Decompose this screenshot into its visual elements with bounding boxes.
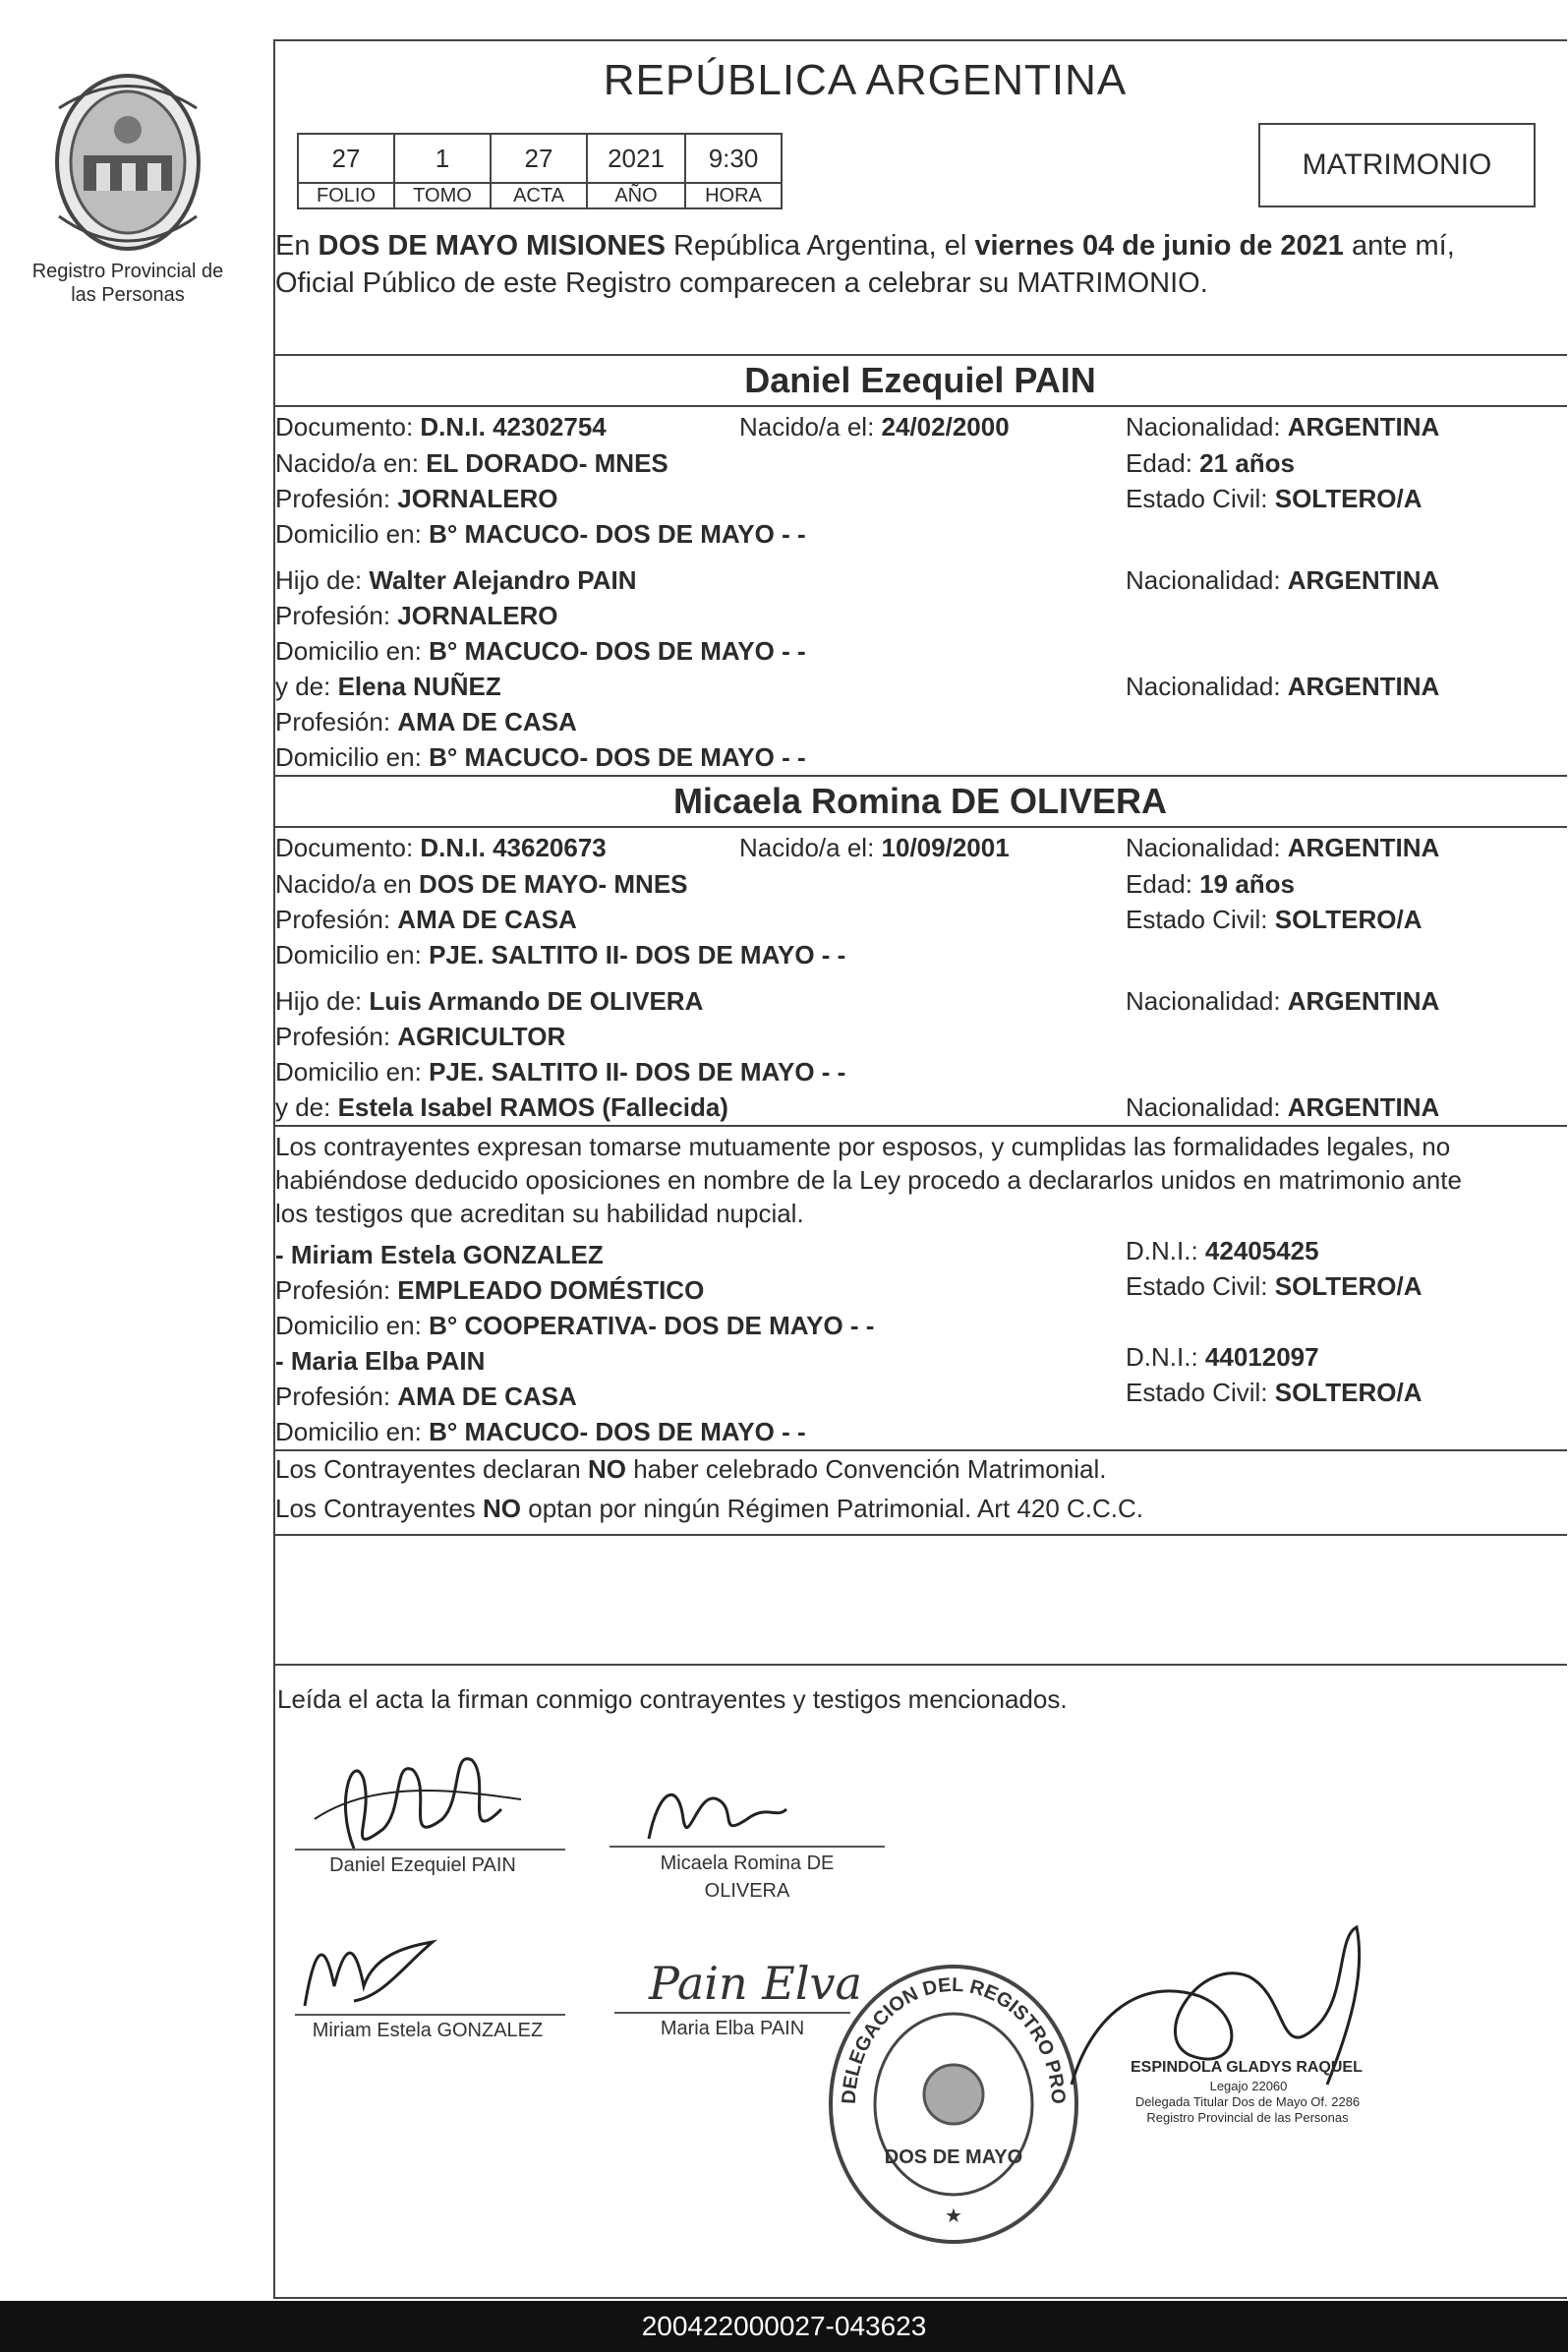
spouse1-nacido-en: Nacido/a en: EL DORADO- MNES	[275, 448, 668, 478]
spouse2-nacido-en: Nacido/a en DOS DE MAYO- MNES	[275, 869, 688, 899]
spouse1-edad: Edad: 21 años	[1126, 448, 1295, 478]
divider	[273, 354, 1567, 356]
hora-value: 9:30	[684, 133, 783, 184]
witness1-dni: D.N.I.: 42405425	[1126, 1236, 1319, 1265]
registry-stamp	[816, 1957, 1091, 2252]
signature-label-miriam: Miriam Estela GONZALEZ	[312, 2020, 544, 2041]
spouse2-madre: y de: Estela Isabel RAMOS (Fallecida)	[275, 1092, 728, 1122]
spouse1-profesion: Profesión: JORNALERO	[275, 484, 558, 513]
spouse1-padre-domicilio: Domicilio en: B° MACUCO- DOS DE MAYO - -	[275, 636, 806, 666]
official-role: Delegada Titular Dos de Mayo Of. 2286	[1134, 2094, 1361, 2109]
spouse2-madre-nacionalidad: Nacionalidad: ARGENTINA	[1126, 1092, 1440, 1122]
frame-bottom-line	[273, 2297, 1567, 2299]
divider	[273, 1449, 1567, 1451]
svg-text:DOS DE MAYO: DOS DE MAYO	[884, 2146, 1023, 2168]
spouse1-estado-civil: Estado Civil: SOLTERO/A	[1126, 484, 1423, 513]
signature-line	[614, 2012, 850, 2014]
spouse2-padre-profesion: Profesión: AGRICULTOR	[275, 1022, 566, 1051]
spouse2-name: Micaela Romina DE OLIVERA	[672, 781, 1168, 821]
intro-line-2: Oficial Público de este Registro comparecen a celebrar su MATRIMONIO.	[275, 267, 1208, 299]
witness2-name: - Maria Elba PAIN	[275, 1346, 486, 1376]
spouse1-madre-profesion: Profesión: AMA DE CASA	[275, 707, 577, 736]
divider	[273, 1664, 1567, 1666]
divider	[273, 826, 1567, 828]
spouse2-estado-civil: Estado Civil: SOLTERO/A	[1126, 905, 1423, 934]
witness2-estado-civil: Estado Civil: SOLTERO/A	[1126, 1378, 1423, 1407]
declaration-line-1: Los contrayentes expresan tomarse mutuamente por esposos, y cumplidas las formalidades legales, no	[275, 1132, 1451, 1161]
signature-line	[610, 1846, 885, 1848]
registry-name: Registro Provincial de las Personas	[31, 261, 224, 306]
witness1-name: - Miriam Estela GONZALEZ	[275, 1240, 604, 1269]
country-title: REPÚBLICA ARGENTINA	[603, 56, 1128, 104]
spouse2-padre-nacionalidad: Nacionalidad: ARGENTINA	[1126, 986, 1440, 1016]
divider	[273, 1125, 1567, 1127]
spouse2-domicilio: Domicilio en: PJE. SALTITO II- DOS DE MAYO - -	[275, 940, 846, 970]
spouse1-madre-nacionalidad: Nacionalidad: ARGENTINA	[1126, 672, 1440, 701]
spouse2-documento: Documento: D.N.I. 43620673	[275, 833, 607, 862]
spouse1-padre-nacionalidad: Nacionalidad: ARGENTINA	[1126, 565, 1440, 595]
anio-value: 2021	[586, 133, 686, 184]
declaration-line-2: habiéndose deducido oposiciones en nombre de la Ley procedo a declararlos unidos en matrimonio ante	[275, 1165, 1462, 1195]
acta-label: ACTA	[490, 182, 588, 209]
spouse1-madre-domicilio: Domicilio en: B° MACUCO- DOS DE MAYO - -	[275, 742, 806, 772]
spouse2-edad: Edad: 19 años	[1126, 869, 1295, 899]
tomo-value: 1	[393, 133, 492, 184]
signature-handwritten-maria: Pain Elva	[649, 1957, 862, 2010]
provincial-seal-logo	[39, 69, 216, 256]
spouse1-documento: Documento: D.N.I. 42302754	[275, 412, 607, 441]
spouse1-domicilio: Domicilio en: B° MACUCO- DOS DE MAYO - -	[275, 519, 806, 549]
official-name: ESPINDOLA GLADYS RAQUEL	[1131, 2059, 1363, 2076]
declaration-line-3: los testigos que acreditan su habilidad nupcial.	[275, 1199, 804, 1228]
witness1-estado-civil: Estado Civil: SOLTERO/A	[1126, 1271, 1423, 1301]
tomo-label: TOMO	[393, 182, 492, 209]
signature-line	[295, 2014, 565, 2016]
official-registry: Registro Provincial de las Personas	[1146, 2110, 1349, 2125]
anio-label: AÑO	[586, 182, 686, 209]
signature-label-micaela-2: OLIVERA	[704, 1880, 790, 1902]
spouse1-nacionalidad: Nacionalidad: ARGENTINA	[1126, 412, 1440, 441]
svg-text:★: ★	[945, 2205, 962, 2227]
spouse1-padre: Hijo de: Walter Alejandro PAIN	[275, 565, 637, 595]
spouse2-padre: Hijo de: Luis Armando DE OLIVERA	[275, 986, 704, 1016]
spouse2-nacido-el: Nacido/a el: 10/09/2001	[739, 833, 1010, 862]
hora-label: HORA	[684, 182, 783, 209]
acta-value: 27	[490, 133, 588, 184]
spouse1-padre-profesion: Profesión: JORNALERO	[275, 601, 558, 630]
frame-top-line	[273, 39, 1567, 41]
folio-label: FOLIO	[297, 182, 395, 209]
spouse2-profesion: Profesión: AMA DE CASA	[275, 905, 577, 934]
spouse2-nacionalidad: Nacionalidad: ARGENTINA	[1126, 833, 1440, 862]
witness2-profesion: Profesión: AMA DE CASA	[275, 1382, 577, 1411]
witness2-dni: D.N.I.: 44012097	[1126, 1342, 1319, 1372]
signature-label-micaela-1: Micaela Romina DE	[660, 1852, 835, 1874]
spouse1-name: Daniel Ezequiel PAIN	[744, 360, 1096, 400]
signature-scribble-miriam	[295, 1927, 452, 2016]
divider	[273, 775, 1567, 777]
spouse1-nacido-el: Nacido/a el: 24/02/2000	[739, 412, 1010, 441]
signature-label-daniel: Daniel Ezequiel PAIN	[329, 1854, 516, 1876]
divider	[273, 405, 1567, 407]
witness1-profesion: Profesión: EMPLEADO DOMÉSTICO	[275, 1275, 705, 1305]
svg-text:DELEGACION DEL REGISTRO PROVIN: DELEGACION DEL REGISTRO PRO	[838, 1973, 1070, 2105]
folio-value: 27	[297, 133, 395, 184]
intro-line-1: En DOS DE MAYO MISIONES República Argentina, el viernes 04 de junio de 2021 ante mí,	[275, 230, 1455, 262]
signature-label-maria: Maria Elba PAIN	[660, 2018, 805, 2039]
official-legajo: Legajo 22060	[1209, 2079, 1288, 2093]
witness1-domicilio: Domicilio en: B° COOPERATIVA- DOS DE MAYO - -	[275, 1311, 875, 1340]
spouse2-padre-domicilio: Domicilio en: PJE. SALTITO II- DOS DE MAYO - -	[275, 1057, 846, 1087]
closing-statement: Leída el acta la firman conmigo contrayentes y testigos mencionados.	[277, 1684, 1068, 1714]
regime-convention: Los Contrayentes declaran NO haber celebrado Convención Matrimonial.	[275, 1454, 1107, 1484]
signature-line	[295, 1849, 565, 1851]
document-code: 200422000027-043623	[0, 2301, 1568, 2352]
regime-patrimonial: Los Contrayentes NO optan por ningún Régimen Patrimonial. Art 420 C.C.C.	[275, 1494, 1144, 1523]
divider	[273, 1534, 1567, 1536]
doc-type-box: MATRIMONIO	[1258, 123, 1536, 207]
witness2-domicilio: Domicilio en: B° MACUCO- DOS DE MAYO - -	[275, 1417, 806, 1446]
spouse1-madre: y de: Elena NUÑEZ	[275, 672, 501, 701]
